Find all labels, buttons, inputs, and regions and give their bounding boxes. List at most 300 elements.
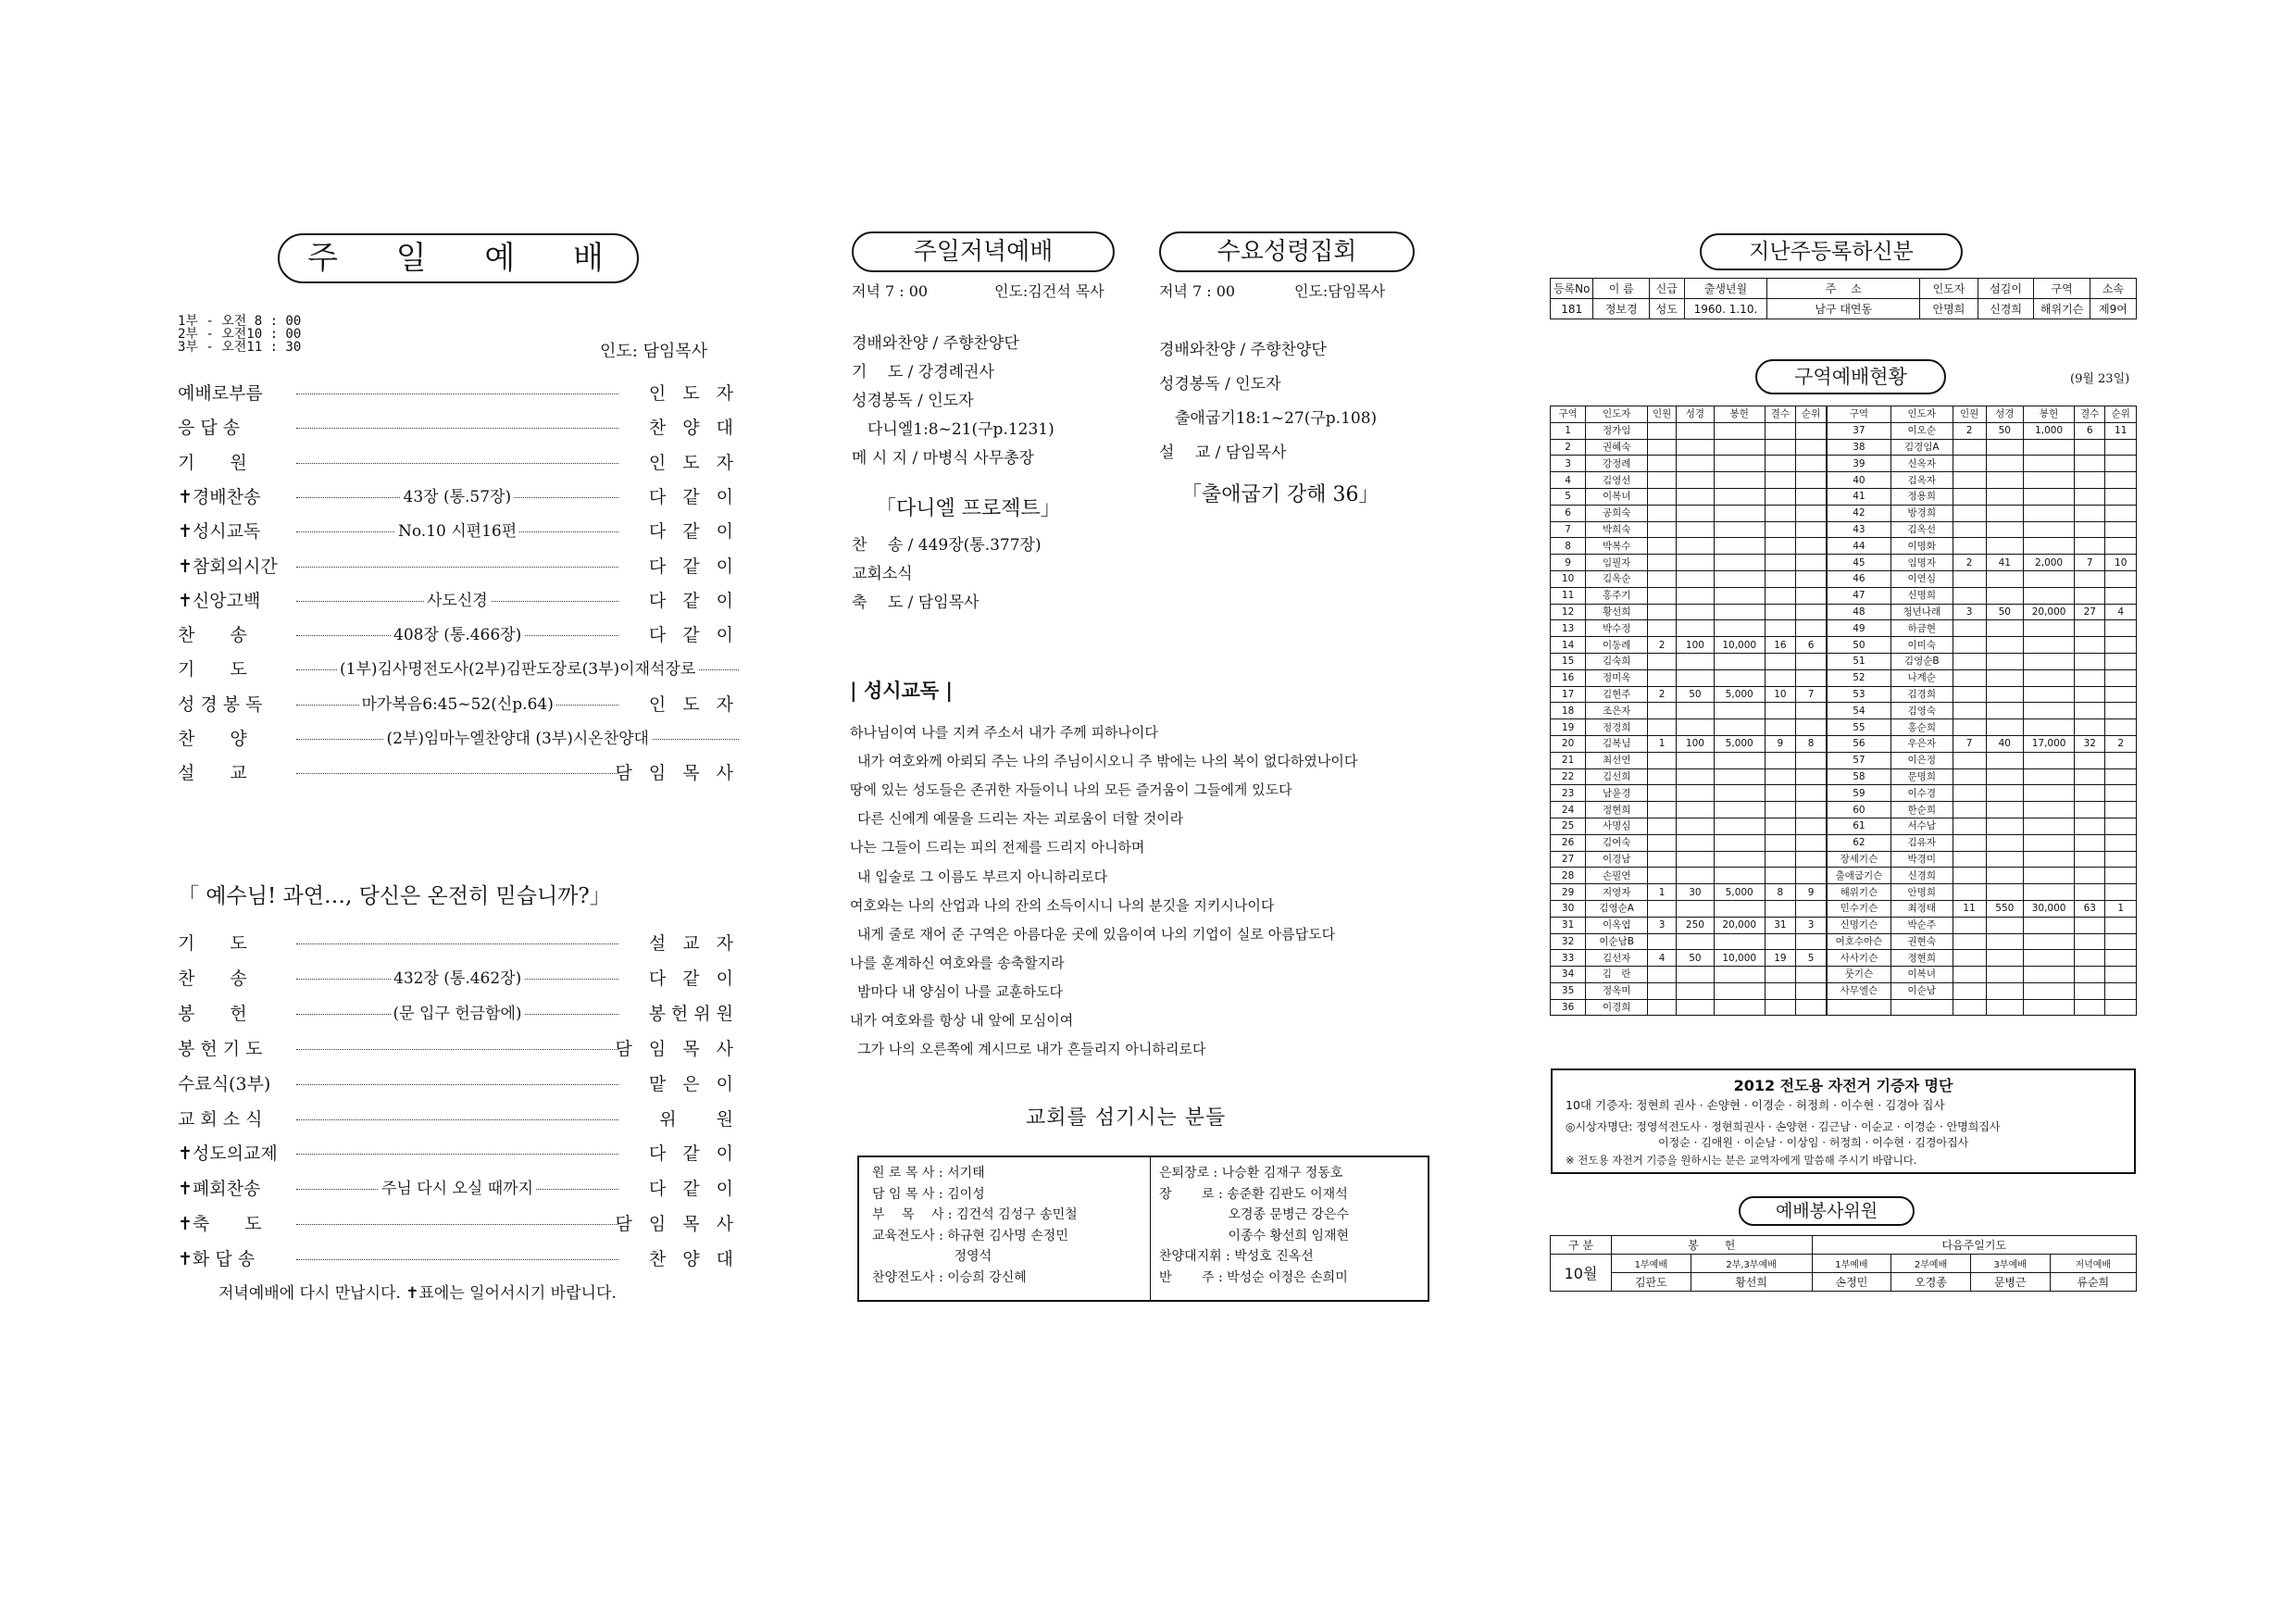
- district-cell: [1986, 653, 2024, 669]
- district-cell: [2075, 653, 2105, 669]
- district-cell: 김영순A: [1586, 900, 1648, 917]
- district-cell: 3: [1551, 456, 1586, 472]
- service-subheader: 3부예배: [1970, 1255, 2050, 1273]
- staff-line: 오경종 문병근 강은수: [1159, 1207, 1350, 1222]
- district-cell: 12: [1551, 604, 1586, 620]
- district-cell: 정현희: [1586, 802, 1648, 818]
- order-detail: 432장 (통.462장): [391, 965, 524, 993]
- registry-cell: 안명희: [1920, 299, 1978, 319]
- district-cell: [1765, 604, 1795, 620]
- registry-header: 출생년월: [1684, 279, 1767, 299]
- district-cell: 박복수: [1586, 538, 1648, 555]
- district-cell: 3: [1953, 604, 1986, 620]
- dotted-leader: [296, 428, 618, 429]
- district-cell: 5: [1551, 488, 1586, 505]
- district-cell: [2105, 917, 2137, 933]
- wednesday-items: [1159, 333, 1377, 470]
- district-cell: 61: [1827, 818, 1890, 834]
- district-cell: 5: [1796, 950, 1827, 967]
- district-cell: 250: [1677, 917, 1715, 933]
- order-row: [178, 1245, 739, 1273]
- district-cell: [2105, 802, 2137, 818]
- district-cell: [1648, 967, 1677, 983]
- wednesday-item: 설 교 / 담임목사: [1159, 443, 1287, 462]
- district-cell: 이순남: [1890, 982, 1953, 999]
- district-cell: [2075, 686, 2105, 703]
- service-committee-title: 예배봉사위원: [1739, 1196, 1915, 1226]
- district-cell: [2075, 802, 2105, 818]
- district-cell: [1677, 785, 1715, 802]
- district-row: [1551, 917, 2137, 933]
- order-row: [178, 449, 739, 477]
- district-cell: [2105, 967, 2137, 983]
- donor-line: 10대 기증자: 정현희 권사 · 손양현 · 이경순 · 허정희 · 이수현 · 김경아 집사: [1566, 1098, 1945, 1112]
- district-cell: 신옥자: [1890, 456, 1953, 472]
- district-cell: [1677, 604, 1715, 620]
- district-row: [1551, 999, 2137, 1016]
- district-cell: 20: [1551, 735, 1586, 752]
- service-subheader: 1부예배: [1812, 1255, 1891, 1273]
- district-cell: [1648, 538, 1677, 555]
- donor-box: [1551, 1068, 2136, 1174]
- district-cell: 정가임: [1586, 422, 1648, 439]
- district-cell: [2105, 653, 2137, 669]
- order-label: 봉 헌: [178, 1003, 247, 1024]
- district-cell: 550: [1986, 900, 2024, 917]
- district-cell: [2075, 505, 2105, 521]
- district-cell: [2075, 999, 2105, 1016]
- verse-line: 내게 줄로 재어 준 구역은 아름다운 곳에 있음이여 나의 기업이 실로 아름답도다: [857, 925, 1336, 943]
- district-cell: [1986, 884, 2024, 901]
- service-name: 오경종: [1891, 1273, 1971, 1292]
- district-cell: [1986, 703, 2024, 719]
- service-name: 손정민: [1812, 1273, 1891, 1292]
- district-cell: 남윤경: [1586, 785, 1648, 802]
- district-cell: [2075, 785, 2105, 802]
- district-row: [1551, 735, 2137, 752]
- evening-time: 저녁 7 : 00: [852, 282, 929, 300]
- district-cell: 39: [1827, 456, 1890, 472]
- service-times: [178, 315, 301, 354]
- district-cell: 사사기슨: [1827, 950, 1890, 967]
- district-cell: [1714, 818, 1765, 834]
- district-cell: [1953, 538, 1986, 555]
- sunday-service-title: 주 일 예 배: [278, 233, 639, 283]
- district-cell: 11: [1953, 900, 1986, 917]
- staff-line: 반 주 : 박성순 이정은 손희미: [1159, 1269, 1348, 1285]
- district-cell: [1677, 422, 1715, 439]
- service-time-2: 2부 - 오전10 : 00: [178, 327, 302, 342]
- verse-line: 내가 여호와께 아뢰되 주는 나의 주님이시오니 주 밖에는 나의 복이 없다하였나이다: [857, 753, 1358, 770]
- district-cell: 63: [2075, 900, 2105, 917]
- district-cell: [1953, 933, 1986, 950]
- district-cell: [1953, 917, 1986, 933]
- district-cell: [1714, 439, 1765, 456]
- district-cell: [1953, 950, 1986, 967]
- district-cell: [1953, 967, 1986, 983]
- district-cell: 23: [1551, 785, 1586, 802]
- evening-item: 경배와찬양 / 주향찬양단: [852, 334, 1019, 353]
- district-cell: 이순남B: [1586, 933, 1648, 950]
- service-subheader-row: [1551, 1255, 2137, 1273]
- district-cell: 15: [1551, 653, 1586, 669]
- district-cell: 임명자: [1890, 555, 1953, 571]
- district-cell: 14: [1551, 637, 1586, 654]
- district-cell: [1648, 868, 1677, 884]
- service-name: 문병근: [1970, 1273, 2050, 1292]
- order-label: 봉 헌 기 도: [178, 1038, 263, 1059]
- district-header: 봉헌: [1714, 406, 1765, 423]
- district-cell: [2024, 488, 2075, 505]
- district-cell: [2075, 669, 2105, 686]
- district-cell: [1714, 620, 1765, 637]
- district-cell: [1986, 521, 2024, 538]
- district-cell: [1953, 488, 1986, 505]
- registry-header: 이 름: [1593, 279, 1650, 299]
- district-cell: [1677, 900, 1715, 917]
- district-cell: [2105, 620, 2137, 637]
- district-cell: 25: [1551, 818, 1586, 834]
- order-label: ✝폐회찬송: [178, 1179, 261, 1200]
- district-cell: [1765, 439, 1795, 456]
- district-cell: [1765, 653, 1795, 669]
- district-cell: 이수경: [1890, 785, 1953, 802]
- district-cell: [1953, 505, 1986, 521]
- district-cell: [2105, 538, 2137, 555]
- district-cell: 2: [1648, 637, 1677, 654]
- district-cell: [1796, 719, 1827, 736]
- district-cell: 47: [1827, 587, 1890, 604]
- district-cell: 이연심: [1890, 570, 1953, 587]
- district-cell: 2: [1648, 686, 1677, 703]
- district-cell: [1765, 752, 1795, 768]
- district-cell: 김복님: [1586, 735, 1648, 752]
- district-cell: [1714, 900, 1765, 917]
- order-responsible: 찬 양 대: [648, 1249, 739, 1270]
- order-detail: (문 입구 헌금함에): [391, 1000, 525, 1028]
- district-cell: [1714, 851, 1765, 868]
- district-cell: [1714, 587, 1765, 604]
- wednesday-item: 출애굽기18:1~27(구p.108): [1159, 409, 1378, 428]
- district-cell: [1677, 570, 1715, 587]
- district-cell: [2105, 439, 2137, 456]
- district-cell: [1765, 933, 1795, 950]
- verse-line: 나는 그들이 드리는 피의 전제를 드리지 아니하며: [850, 839, 1145, 856]
- district-cell: 6: [1796, 637, 1827, 654]
- order-label: 교 회 소 식: [178, 1108, 263, 1130]
- district-cell: [1765, 570, 1795, 587]
- district-cell: [1714, 967, 1765, 983]
- order-row: [178, 1210, 739, 1238]
- order-responsible: 인 도 자: [648, 693, 739, 715]
- district-cell: 11: [1551, 587, 1586, 604]
- district-cell: 박수정: [1586, 620, 1648, 637]
- order-responsible: 담 임 목 사: [615, 763, 739, 784]
- district-cell: [1986, 818, 2024, 834]
- district-cell: 김옥자: [1890, 472, 1953, 489]
- district-row: [1551, 967, 2137, 983]
- district-cell: 3: [1648, 917, 1677, 933]
- district-cell: [1765, 967, 1795, 983]
- district-cell: 53: [1827, 686, 1890, 703]
- district-cell: [1765, 999, 1795, 1016]
- district-row: [1551, 818, 2137, 834]
- district-cell: [1765, 785, 1795, 802]
- district-cell: [1765, 703, 1795, 719]
- district-cell: [1796, 752, 1827, 768]
- district-cell: [1677, 719, 1715, 736]
- district-cell: [1677, 802, 1715, 818]
- district-cell: 62: [1827, 834, 1890, 851]
- district-cell: 45: [1827, 555, 1890, 571]
- verse-line: 그가 나의 오른쪽에 계시므로 내가 흔들리지 아니하리로다: [857, 1041, 1206, 1058]
- district-cell: 10: [2105, 555, 2137, 571]
- staff-title: 교회를 섬기시는 분들: [1026, 1106, 1227, 1130]
- district-row: [1551, 950, 2137, 967]
- district-cell: [2024, 538, 2075, 555]
- district-cell: 김숙희: [1586, 653, 1648, 669]
- district-cell: 7: [1796, 686, 1827, 703]
- district-cell: 38: [1827, 439, 1890, 456]
- district-cell: [1796, 570, 1827, 587]
- order-label: 기 도: [178, 933, 247, 954]
- verse-line: 내가 여호와를 항상 내 앞에 모심이여: [850, 1012, 1074, 1029]
- wednesday-item: 성경봉독 / 인도자: [1159, 375, 1281, 394]
- district-cell: [1648, 999, 1677, 1016]
- registry-header: 소속: [2090, 279, 2136, 299]
- district-cell: [1796, 967, 1827, 983]
- district-row: [1551, 669, 2137, 686]
- district-row: [1551, 456, 2137, 472]
- district-header: 결수: [2075, 406, 2105, 423]
- district-cell: [1986, 686, 2024, 703]
- district-cell: 임필자: [1586, 555, 1648, 571]
- staff-col-2: [1159, 1163, 1349, 1288]
- district-cell: 황선희: [1586, 604, 1648, 620]
- district-cell: 1: [1648, 884, 1677, 901]
- district-cell: [1765, 768, 1795, 785]
- district-cell: 21: [1551, 752, 1586, 768]
- district-cell: [1796, 982, 1827, 999]
- district-cell: [1953, 620, 1986, 637]
- district-row: [1551, 785, 2137, 802]
- district-cell: [1796, 999, 1827, 1016]
- wednesday-service-title: 수요성령집회: [1159, 231, 1415, 272]
- district-cell: [2105, 686, 2137, 703]
- order-row: [178, 965, 739, 993]
- wednesday-leader: 인도:담임목사: [1294, 282, 1386, 300]
- district-cell: 박희숙: [1586, 521, 1648, 538]
- dotted-leader: [296, 1049, 618, 1050]
- verse-line: 여호와는 나의 산업과 나의 잔의 소득이시니 나의 분깃을 지키시나이다: [850, 896, 1275, 914]
- evening-item: 기 도 / 강경례권사: [852, 363, 994, 381]
- district-cell: [2024, 521, 2075, 538]
- district-header: 봉헌: [2024, 406, 2075, 423]
- staff-line: 원 로 목 사 : 서기태: [872, 1166, 985, 1181]
- district-cell: [2024, 472, 2075, 489]
- district-cell: [1890, 999, 1953, 1016]
- district-cell: [1677, 488, 1715, 505]
- district-cell: [1765, 505, 1795, 521]
- district-cell: 서수남: [1890, 818, 1953, 834]
- district-cell: [1796, 422, 1827, 439]
- district-cell: [2075, 752, 2105, 768]
- sunday-leader: 인도: 담임목사: [600, 342, 708, 361]
- district-cell: 33: [1551, 950, 1586, 967]
- district-cell: [2075, 933, 2105, 950]
- order-responsible: 다 같 이: [648, 590, 739, 611]
- order-row: [178, 1106, 739, 1133]
- district-row: [1551, 933, 2137, 950]
- district-cell: 41: [1827, 488, 1890, 505]
- district-cell: 37: [1827, 422, 1890, 439]
- district-cell: [1677, 538, 1715, 555]
- district-cell: [1986, 802, 2024, 818]
- district-cell: [1796, 538, 1827, 555]
- district-cell: 32: [2075, 735, 2105, 752]
- district-cell: [1765, 818, 1795, 834]
- service-header: 다음주일기도: [1812, 1236, 2136, 1255]
- dotted-leader: [296, 1119, 618, 1120]
- district-cell: 김경임A: [1890, 439, 1953, 456]
- evening-items-2: [852, 531, 1042, 618]
- district-cell: [1714, 488, 1765, 505]
- order-row: [178, 621, 739, 649]
- registry-header: 섬김이: [1978, 279, 2034, 299]
- district-cell: 30: [1677, 884, 1715, 901]
- district-date: (9월 23일): [2070, 372, 2130, 386]
- dotted-leader: [296, 463, 618, 464]
- district-cell: [2105, 472, 2137, 489]
- order-detail: No.10 시편16편: [395, 518, 519, 545]
- district-row: [1551, 604, 2137, 620]
- district-cell: [2075, 834, 2105, 851]
- order-row: [178, 483, 739, 511]
- district-cell: [1648, 472, 1677, 489]
- district-cell: [1648, 669, 1677, 686]
- district-cell: 50: [1827, 637, 1890, 654]
- district-cell: [1648, 834, 1677, 851]
- district-cell: 31: [1551, 917, 1586, 933]
- order-responsible: 다 같 이: [648, 1179, 739, 1200]
- district-cell: 홍순희: [1890, 719, 1953, 736]
- district-cell: [1986, 719, 2024, 736]
- registry-header-row: [1551, 279, 2137, 299]
- district-cell: 27: [2075, 604, 2105, 620]
- district-cell: 5,000: [1714, 735, 1765, 752]
- district-cell: [1953, 802, 1986, 818]
- registry-row: [1551, 299, 2137, 319]
- district-cell: 26: [1551, 834, 1586, 851]
- district-cell: [1986, 834, 2024, 851]
- order-row: [178, 518, 739, 545]
- district-cell: 김유자: [1890, 834, 1953, 851]
- district-cell: 정미옥: [1586, 669, 1648, 686]
- district-cell: [1714, 604, 1765, 620]
- left-footer: 저녁예배에 다시 만납시다. ✝표에는 일어서시기 바랍니다.: [218, 1284, 617, 1303]
- district-header: 인도자: [1586, 406, 1648, 423]
- order-responsible: 찬 양 대: [648, 418, 739, 439]
- district-cell: [1677, 768, 1715, 785]
- district-cell: [2024, 884, 2075, 901]
- district-cell: [1765, 521, 1795, 538]
- district-cell: [1714, 570, 1765, 587]
- district-cell: [2024, 768, 2075, 785]
- order-responsible: 담 임 목 사: [615, 1038, 739, 1059]
- evening-items: [852, 330, 1054, 473]
- order-label: ✝참회의시간: [178, 556, 278, 577]
- district-cell: 정경희: [1586, 719, 1648, 736]
- district-cell: 36: [1551, 999, 1586, 1016]
- order-label: 찬 송: [178, 968, 247, 989]
- district-cell: 신경희: [1890, 868, 1953, 884]
- district-cell: [1953, 521, 1986, 538]
- district-cell: 1,000: [2024, 422, 2075, 439]
- district-row: [1551, 719, 2137, 736]
- district-cell: 안명희: [1890, 884, 1953, 901]
- district-cell: 사명심: [1586, 818, 1648, 834]
- registry-header: 등록No: [1551, 279, 1593, 299]
- district-cell: [1714, 834, 1765, 851]
- service-subheader: 2부,3부예배: [1691, 1255, 1812, 1273]
- district-cell: 50: [1677, 950, 1715, 967]
- order-responsible: 인 도 자: [648, 452, 739, 473]
- sermon-title: 「 예수님! 과연…, 당신은 온전히 믿습니까?」: [178, 884, 611, 908]
- evening-item: 성경봉독 / 인도자: [852, 392, 974, 410]
- district-cell: [2024, 999, 2075, 1016]
- order-row: [178, 1035, 739, 1063]
- district-row: [1551, 868, 2137, 884]
- district-cell: [1796, 868, 1827, 884]
- district-header-row: [1551, 406, 2137, 423]
- district-cell: [1953, 818, 1986, 834]
- registry-header: 신급: [1649, 279, 1684, 299]
- district-cell: 김여숙: [1586, 834, 1648, 851]
- district-cell: [1765, 802, 1795, 818]
- district-title: 구역예배현황: [1755, 359, 1946, 394]
- district-row: [1551, 982, 2137, 999]
- evening-item: 찬 송 / 449장(통.377장): [852, 536, 1042, 555]
- donor-line: ◎시상자명단: 정영석전도사 · 정현희권사 · 손양현 · 김근남 · 이순교 · 이경순 · 안명희집사: [1566, 1120, 2001, 1133]
- responsive-reading-title: | 성시교독 |: [850, 679, 954, 702]
- district-cell: [2024, 967, 2075, 983]
- district-cell: [2075, 620, 2105, 637]
- district-cell: [1648, 653, 1677, 669]
- district-cell: [1677, 587, 1715, 604]
- district-cell: [1677, 752, 1715, 768]
- district-row: [1551, 538, 2137, 555]
- order-responsible: 봉헌위원: [648, 1003, 739, 1024]
- order-label: 기 원: [178, 452, 247, 473]
- district-cell: [1714, 719, 1765, 736]
- district-cell: 8: [1765, 884, 1795, 901]
- district-cell: 2: [1551, 439, 1586, 456]
- district-cell: [2105, 587, 2137, 604]
- district-cell: 김옥순: [1586, 570, 1648, 587]
- district-cell: [2024, 456, 2075, 472]
- district-cell: 54: [1827, 703, 1890, 719]
- district-cell: [2075, 967, 2105, 983]
- registry-header: 주 소: [1767, 279, 1920, 299]
- district-cell: [2024, 570, 2075, 587]
- order-row: [178, 1000, 739, 1028]
- district-cell: 방경희: [1890, 505, 1953, 521]
- district-cell: 49: [1827, 620, 1890, 637]
- district-cell: [2024, 686, 2075, 703]
- district-row: [1551, 422, 2137, 439]
- district-cell: 2: [1953, 422, 1986, 439]
- district-cell: 50: [1677, 686, 1715, 703]
